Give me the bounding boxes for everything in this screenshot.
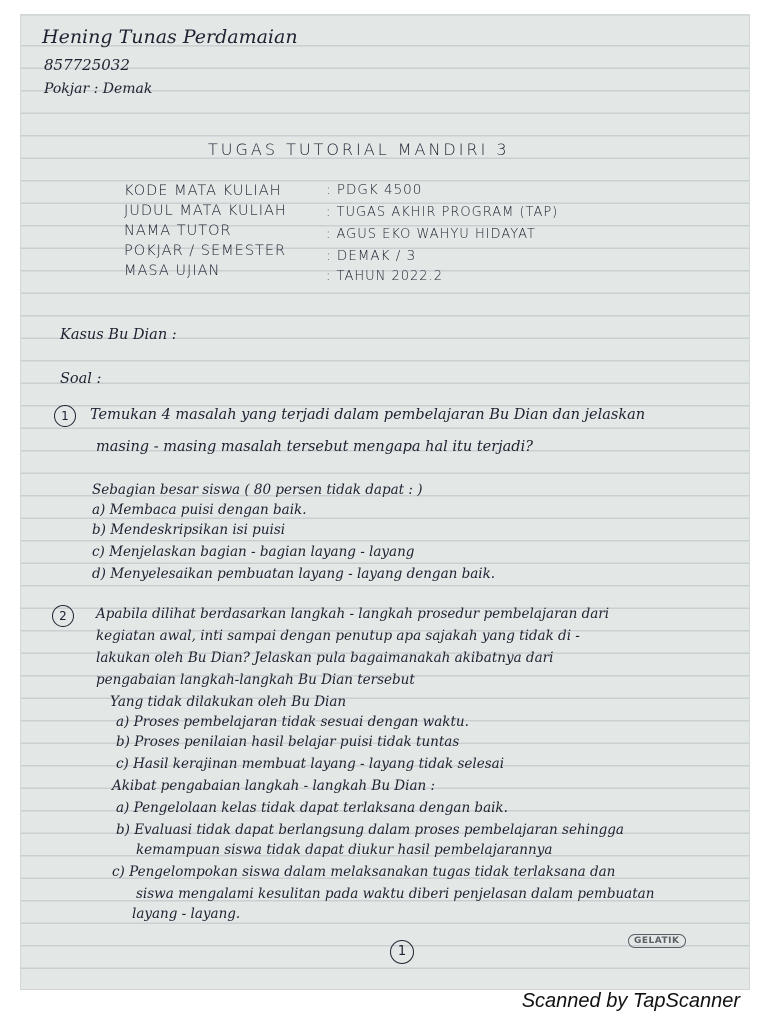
answer-2-subheading: Akibat pengabaian langkah - langkah Bu Dian : <box>112 778 436 794</box>
question-1-line: masing - masing masalah tersebut mengapa hal itu terjadi? <box>96 439 533 455</box>
info-label: MASA UJIAN <box>124 263 221 279</box>
notebook-page <box>20 14 750 990</box>
answer-2-item: a) Proses pembelajaran tidak sesuai dengan waktu. <box>116 714 469 730</box>
answer-2-item: siswa mengalami kesulitan pada waktu diberi penjelasan dalam pembuatan <box>136 886 655 902</box>
info-label: JUDUL MATA KULIAH <box>124 203 287 219</box>
question-2-line: pengabaian langkah-langkah Bu Dian tersebut <box>96 672 415 688</box>
answer-1-item: c) Menjelaskan bagian - bagian layang - layang <box>92 544 415 560</box>
student-nim: 857725032 <box>44 56 130 74</box>
info-label: POKJAR / SEMESTER <box>124 243 287 259</box>
answer-2-item: b) Evaluasi tidak dapat berlangsung dalam proses pembelajaran sehingga <box>116 822 624 838</box>
pokjar-label: Pokjar : Demak <box>44 81 153 97</box>
answer-1-item: a) Membaca puisi dengan baik. <box>92 502 307 518</box>
answer-2-item: c) Hasil kerajinan membuat layang - layang tidak selesai <box>116 756 505 772</box>
info-label: KODE MATA KULIAH <box>124 183 282 199</box>
info-value: : PDGK 4500 <box>326 182 423 198</box>
answer-1-intro: Sebagian besar siswa ( 80 persen tidak dapat : ) <box>92 482 423 498</box>
answer-1-item: d) Menyelesaikan pembuatan layang - layang dengan baik. <box>92 566 496 582</box>
question-2-number: 2 <box>52 605 74 627</box>
answer-2-item: kemampuan siswa tidak dapat diukur hasil pembelajarannya <box>136 842 553 858</box>
answer-2-item: a) Pengelolaan kelas tidak dapat terlaksana dengan baik. <box>116 800 508 816</box>
student-name: Hening Tunas Perdamaian <box>42 26 298 48</box>
info-label: NAMA TUTOR <box>124 223 232 239</box>
notebook-brand-logo: GELATIK <box>628 934 686 948</box>
info-value: : AGUS EKO WAHYU HIDAYAT <box>326 227 536 242</box>
page-number: 1 <box>390 940 414 964</box>
answer-2-item: layang - layang. <box>132 906 241 922</box>
answer-2-item: c) Pengelompokan siswa dalam melaksanakan tugas tidak terlaksana dan <box>112 864 616 880</box>
question-2-line: Apabila dilihat berdasarkan langkah - langkah prosedur pembelajaran dari <box>96 606 610 622</box>
question-heading: Soal : <box>60 371 102 387</box>
question-2-line: lakukan oleh Bu Dian? Jelaskan pula bagaimanakah akibatnya dari <box>96 650 554 666</box>
page-title: TUGAS TUTORIAL MANDIRI 3 <box>208 140 510 159</box>
question-1-number: 1 <box>54 405 76 427</box>
case-heading: Kasus Bu Dian : <box>60 327 177 343</box>
info-value: : DEMAK / 3 <box>326 248 417 264</box>
question-2-line: kegiatan awal, inti sampai dengan penutup apa sajakah yang tidak di - <box>96 628 580 644</box>
answer-1-item: b) Mendeskripsikan isi puisi <box>92 522 286 538</box>
answer-2-subheading: Yang tidak dilakukan oleh Bu Dian <box>110 694 347 710</box>
answer-2-item: b) Proses penilaian hasil belajar puisi tidak tuntas <box>116 734 460 750</box>
info-value: : TAHUN 2022.2 <box>326 269 443 284</box>
scanner-watermark: Scanned by TapScanner <box>521 990 740 1012</box>
question-1-line: Temukan 4 masalah yang terjadi dalam pembelajaran Bu Dian dan jelaskan <box>90 407 646 423</box>
info-value: : TUGAS AKHIR PROGRAM (TAP) <box>326 205 559 220</box>
